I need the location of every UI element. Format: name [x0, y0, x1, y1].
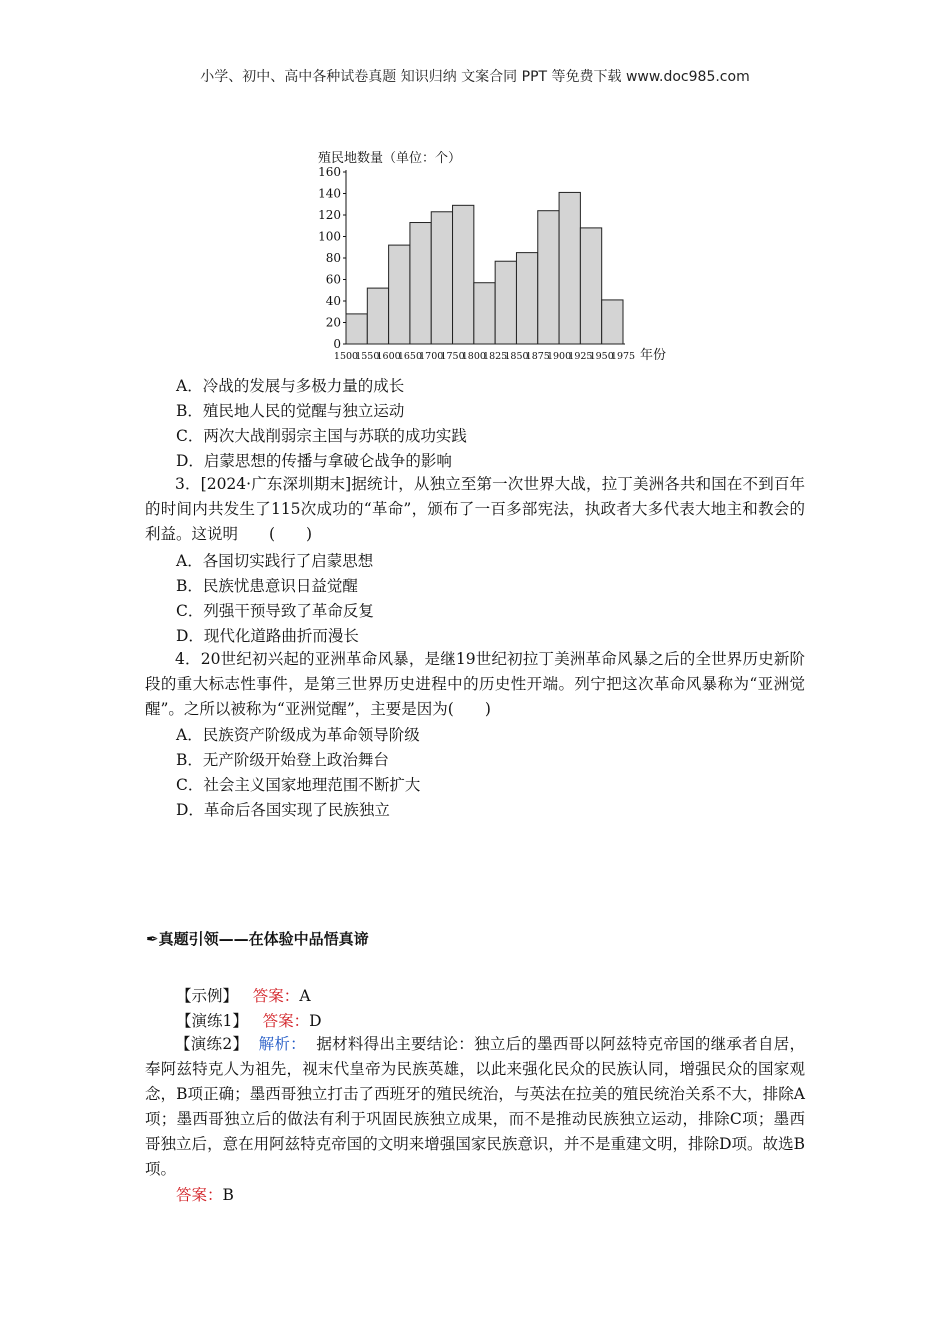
q2-option-a: A．冷战的发展与多极力量的成长 — [176, 377, 405, 395]
q4-option-a: A．民族资产阶级成为革命领导阶级 — [176, 726, 420, 744]
bar-1700 — [431, 212, 452, 344]
q2-option-b: B．殖民地人民的觉醒与独立运动 — [176, 402, 405, 420]
bar-1925 — [580, 228, 601, 344]
bar-1900 — [559, 192, 580, 344]
x-tick-label-1550: 1550 — [355, 351, 380, 362]
q3-option-b: B．民族忧患意识日益觉醒 — [176, 577, 358, 595]
y-tick-label-40: 40 — [325, 294, 341, 308]
section-title: ✒真题引领——在体验中品悟真谛 — [146, 930, 369, 948]
x-tick-label-1825: 1825 — [483, 351, 508, 362]
q3-option-a: A．各国切实践行了启蒙思想 — [176, 552, 374, 570]
x-tick-label-1875: 1875 — [525, 351, 550, 362]
q4-option-d: D．革命后各国实现了民族独立 — [176, 801, 390, 819]
y-tick-label-0: 0 — [333, 337, 341, 351]
colony-count-bar-chart — [300, 142, 700, 367]
x-tick-label-1500: 1500 — [333, 351, 359, 362]
x-tick-label-1800: 1800 — [461, 351, 486, 362]
bar-1750 — [453, 205, 474, 344]
y-tick-label-100: 100 — [318, 229, 341, 244]
y-tick-label-140: 140 — [318, 186, 341, 201]
q4-option-c: C．社会主义国家地理范围不断扩大 — [176, 776, 421, 794]
bar-1950 — [602, 300, 623, 344]
chart-title: 殖民地数量（单位：个） — [318, 151, 462, 166]
quill-icon: ✒ — [146, 930, 159, 948]
answer-drill-1: 【演练1】 答案：D — [176, 1012, 322, 1030]
x-axis-label: 年份 — [640, 348, 667, 363]
x-tick-label-1975: 1975 — [610, 351, 636, 362]
bar-1500 — [346, 314, 367, 344]
answer-drill-2: 【演练2】 解析： 据材料得出主要结论：独立后的墨西哥以阿兹特克帝国的继承者自居，奉阿兹特克人为祖先，视末代皇帝为民族英雄，以此来强化民众的民族认同，增强民众的国家观念，B项正确；墨西哥独立打击了西班牙的殖民统治，与英法在拉美的殖民统治关系不大，排除A项；墨西哥独立后的做法有利于巩固民族独立成果，而不是推动民族独立运动，排除C项；墨西哥独立后，意在用阿兹特克帝国的文明来增强国家民族意识，并不是重建文明，排除D项。故选B项。 — [145, 1035, 805, 1178]
q3-option-c: C．列强干预导致了革命反复 — [176, 602, 374, 620]
x-tick-label-1925: 1925 — [568, 351, 593, 362]
bar-1800 — [474, 283, 495, 344]
y-tick-label-80: 80 — [325, 251, 341, 265]
bar-1650 — [410, 223, 431, 344]
y-tick-label-160: 160 — [318, 165, 341, 179]
x-tick-label-1750: 1750 — [440, 351, 465, 362]
q3-stem: 3．[2024·广东深圳期末]据统计，从独立至第一次世界大战，拉丁美洲各共和国在不到百年的时间内共发生了115次成功的“革命”，颁布了一百多部宪法，执政者大多代表大地主和教会的利益。这说明 ( ) — [145, 475, 805, 543]
answer-example: 【示例】 答案：A — [176, 987, 311, 1005]
q4-option-b: B．无产阶级开始登上政治舞台 — [176, 751, 389, 769]
page-header: 小学、初中、高中各种试卷真题 知识归纳 文案合同 PPT 等免费下载 www.doc985.com — [200, 69, 750, 85]
bar-1875 — [538, 211, 559, 344]
x-tick-label-1650: 1650 — [397, 351, 423, 362]
y-tick-label-120: 120 — [318, 208, 341, 222]
q4-stem: 4．20世纪初兴起的亚洲革命风暴，是继19世纪初拉丁美洲革命风暴之后的全世界历史新阶段的重大标志性事件，是第三世界历史进程中的历史性开端。列宁把这次革命风暴称为“亚洲觉醒”。之所以被称为“亚洲觉醒”，主要是因为( ) — [145, 650, 805, 718]
answer-drill-2-final: 答案：B — [176, 1186, 234, 1204]
q2-option-c: C．两次大战削弱宗主国与苏联的成功实践 — [176, 427, 467, 445]
bar-1850 — [516, 253, 537, 344]
bar-1600 — [389, 245, 410, 344]
x-tick-label-1600: 1600 — [376, 351, 401, 362]
q2-option-d: D．启蒙思想的传播与拿破仑战争的影响 — [176, 452, 452, 470]
y-tick-label-60: 60 — [325, 272, 341, 287]
q3-option-d: D．现代化道路曲折而漫长 — [176, 627, 359, 645]
x-tick-label-1700: 1700 — [419, 351, 444, 362]
y-tick-label-20: 20 — [325, 315, 341, 330]
x-tick-label-1900: 1900 — [546, 351, 572, 362]
x-tick-label-1950: 1950 — [589, 351, 614, 362]
x-tick-label-1850: 1850 — [504, 351, 529, 362]
bar-1825 — [495, 261, 516, 344]
bar-1550 — [367, 288, 388, 344]
